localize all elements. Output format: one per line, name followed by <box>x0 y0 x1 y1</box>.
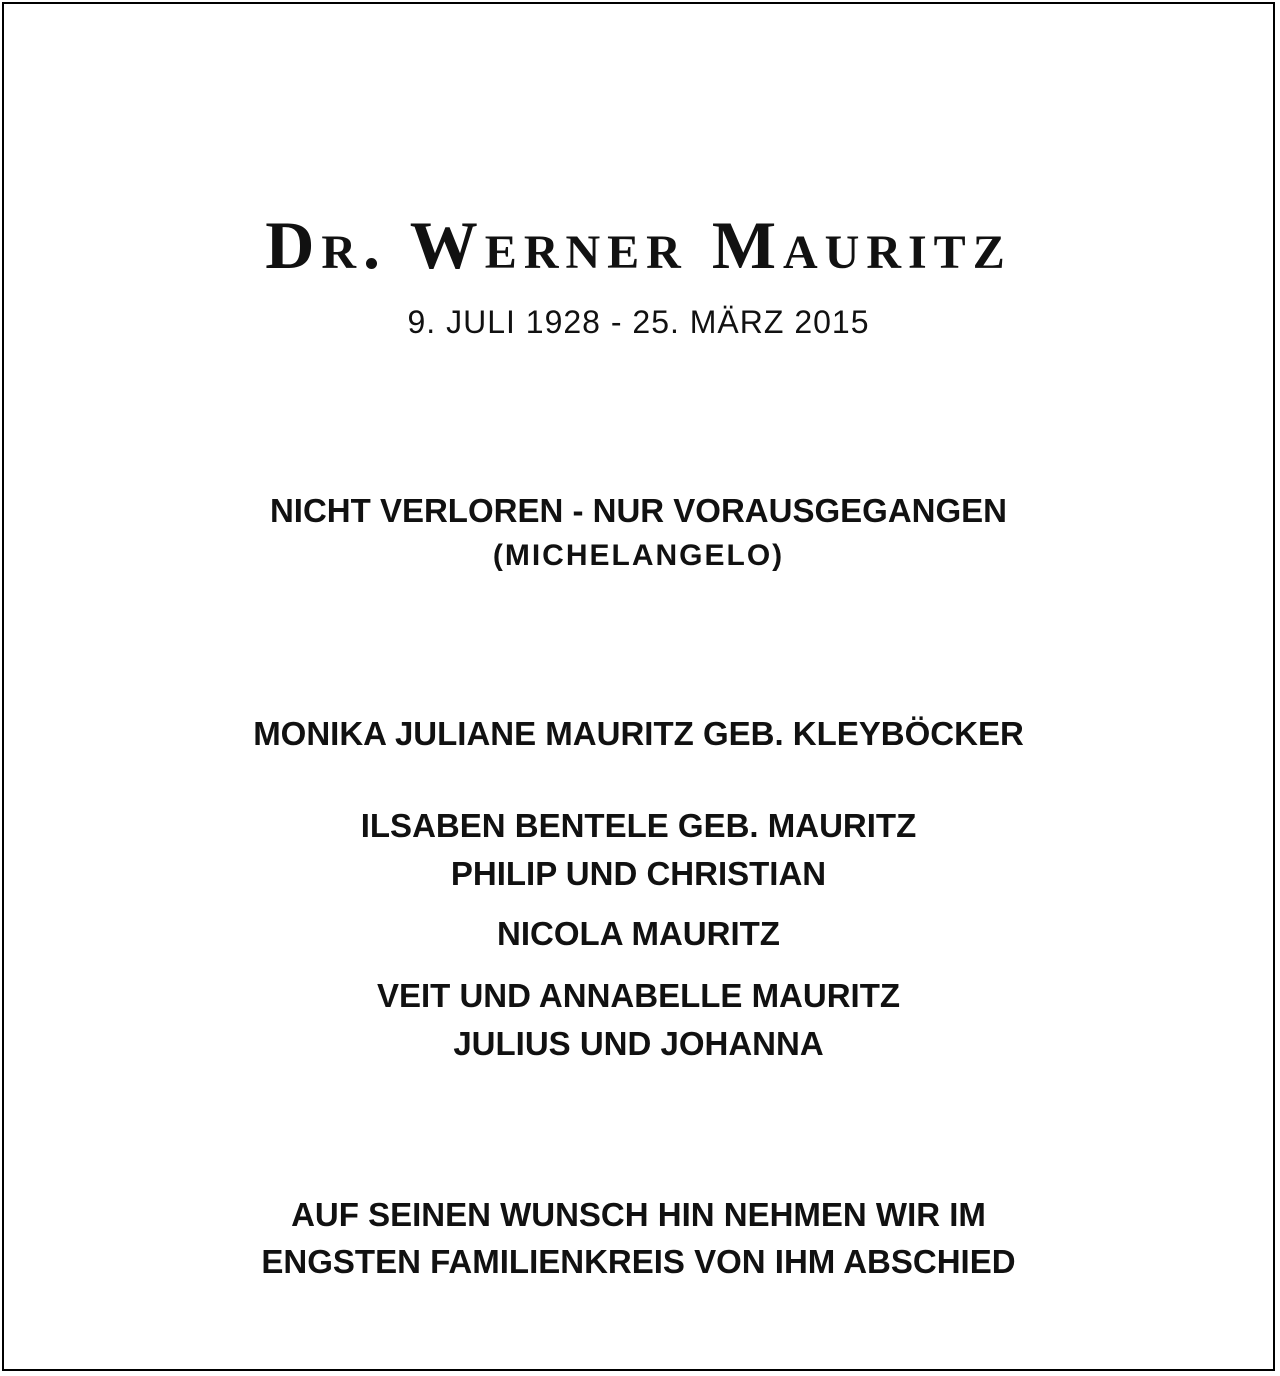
widow-name: MONIKA JULIANE MAURITZ GEB. KLEYBÖCKER <box>253 715 1024 752</box>
family-line: NICOLA MAURITZ <box>497 915 780 952</box>
family-line: VEIT UND ANNABELLE MAURITZ <box>376 977 901 1014</box>
closing-note-line: ENGSTEN FAMILIENKREIS VON IHM ABSCHIED <box>261 1243 1016 1280</box>
quote-source: (MICHELANGELO) <box>492 539 785 572</box>
life-dates: 9. JULI 1928 - 25. MÄRZ 2015 <box>407 304 870 340</box>
closing-note-line: AUF SEINEN WUNSCH HIN NEHMEN WIR IM <box>291 1196 986 1233</box>
family-line: ILSABEN BENTELE GEB. MAURITZ <box>360 807 917 844</box>
family-line: JULIUS UND JOHANNA <box>453 1025 824 1062</box>
family-line: PHILIP UND CHRISTIAN <box>450 855 827 892</box>
obituary-frame <box>2 2 1275 1371</box>
deceased-name: Dr. Werner Mauritz <box>265 207 1012 283</box>
quote: NICHT VERLOREN - NUR VORAUSGEGANGEN <box>269 492 1008 529</box>
